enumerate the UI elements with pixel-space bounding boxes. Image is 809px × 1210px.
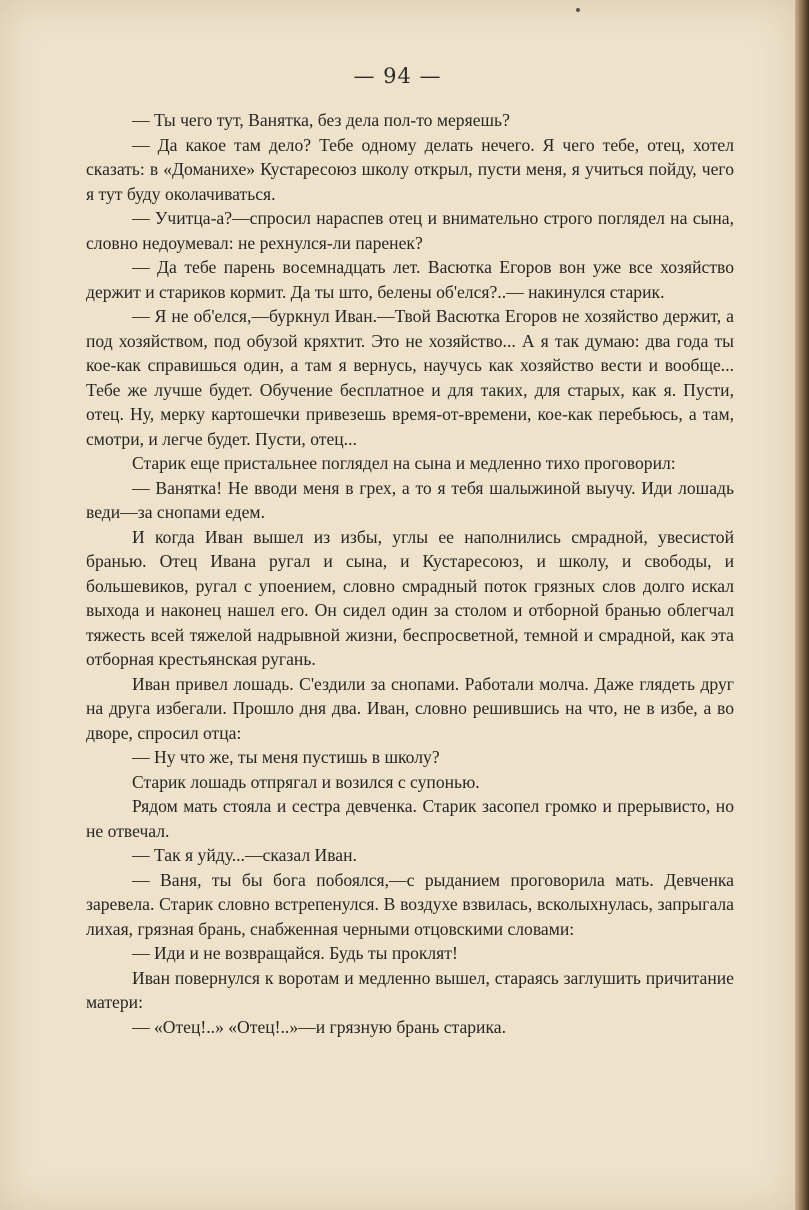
paragraph: Рядом мать стояла и сестра девченка. Старик засопел громко и прерывисто, но не отвечал. xyxy=(86,796,734,841)
paragraph: — Да какое там дело? Тебе одному делать нечего. Я чего тебе, отец, хотел сказать: в «Доманихе» Кустаресоюз школу открыл, пусти меня, я учиться пойду, чего я тут буду околачиваться. xyxy=(86,134,734,204)
paragraph: — Да тебе парень восемнадцать лет. Васютка Егоров вон уже все хозяйство держит и стариков кормит. Да ты што, белены об'елся?..— накинулся старик. xyxy=(86,257,734,302)
paragraph: Иван привел лошадь. С'ездили за снопами. Работали молча. Даже глядеть друг на друга избегали. Прошло дня два. Иван, словно решившись на что, не в избе, а во дворе, спросил отца: xyxy=(86,673,734,743)
paragraph: — «Отец!..» «Отец!..»—и грязную брань старика. xyxy=(132,1016,506,1037)
paragraph: — Ваня, ты бы бога побоялся,—с рыданием проговорила мать. Девченка заревела. Старик словно встрепенулся. В воздухе взвилась, всколыхнулась, запрыгала лихая, грязная брань, снабженная черными отцовскими словами: xyxy=(86,869,734,939)
paragraph: — Я не об'елся,—буркнул Иван.—Твой Васютка Егоров не хозяйство держит, а под хозяйством, под обузой кряхтит. Это не хозяйство... А я так думаю: два года ты кое-как справишься один, а там я вернусь, научусь как хозяйство вести и вообще... Тебе же лучше будет. Обучение бесплатное и для таких, для старых, как я. Пусти, отец. Ну, мерку картошечки привезешь время-от-времени, кое-как перебьюсь, а там, смотри, и легче будет. Пусти, отец... xyxy=(86,306,734,449)
paragraph: — Иди и не возвращайся. Будь ты проклят! xyxy=(132,943,458,963)
paragraph: — Ну что же, ты меня пустишь в школу? xyxy=(132,747,440,767)
ink-spot xyxy=(576,8,580,12)
paragraph: И когда Иван вышел из избы, углы ее наполнились смрадной, увесистой бранью. Отец Ивана ругал и сына, и Кустаресоюз, и школу, и свободы, и большевиков, ругал с упоением, словно смрадный поток грязных слов долго искал выхода и наконец нашел его. Он сидел один за столом и отборной бранью облегчал тяжесть всей тяжелой надрывной жизни, беспросветной, темной и смрадной, как эта отборная крестьянская ругань. xyxy=(86,526,734,669)
paragraph: Старик еще пристальнее поглядел на сына и медленно тихо проговорил: xyxy=(132,453,676,473)
paragraph: — Так я уйду...—сказал Иван. xyxy=(132,845,357,865)
paragraph: — Ванятка! Не вводи меня в грех, а то я тебя шалыжиной выучу. Иди лошадь веди—за снопами едем. xyxy=(86,477,734,522)
page-number: — 94 — xyxy=(353,64,442,88)
body-text xyxy=(86,108,734,1039)
paragraph: — Учитца-а?—спросил нараспев отец и внимательно строго поглядел на сына, словно недоумевал: не рехнулся-ли паренек? xyxy=(86,208,734,253)
paragraph: Старик лошадь отпрягал и возился с супонью. xyxy=(132,771,480,792)
paragraph: Иван повернулся к воротам и медленно вышел, стараясь заглушить причитание матери: xyxy=(86,967,734,1012)
paragraph: — Ты чего тут, Ванятка, без дела пол-то меряешь? xyxy=(132,110,510,130)
page-edge xyxy=(795,0,809,1210)
